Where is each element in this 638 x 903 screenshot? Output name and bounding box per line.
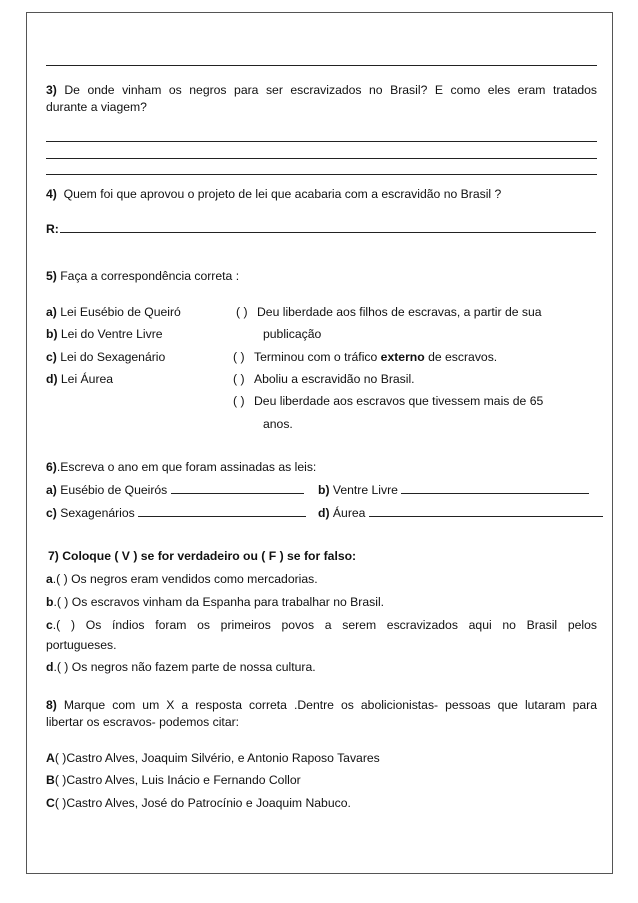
law-item-d [46, 371, 113, 387]
tf-blank[interactable]: .( ) [53, 660, 69, 674]
question-3 [46, 82, 597, 98]
answer-label: R: [46, 222, 59, 236]
emphasis-text: externo [380, 350, 425, 364]
law-name: Lei do Ventre Livre [60, 327, 163, 341]
item-letter: d) [318, 506, 330, 520]
option-b [46, 772, 301, 788]
question-5 [46, 268, 239, 284]
match-blank-2[interactable]: ( ) [233, 350, 245, 364]
question-text: Faça a correspondência correta : [60, 269, 240, 283]
statement-text-continued: portugueses. [46, 638, 117, 652]
law-item-c [46, 349, 165, 365]
match-statement [254, 349, 497, 365]
question-text: .Escreva o ano em que foram assinadas as leis: [56, 460, 317, 474]
item-letter: b [46, 595, 54, 609]
statement-text: Os negros eram vendidos como mercadorias. [71, 572, 318, 586]
question-text: Quem foi que aprovou o projeto de lei que acabaria com a escravidão no Brasil ? [63, 187, 502, 201]
tf-blank[interactable]: .( ) [53, 595, 69, 609]
true-false-item-a [46, 571, 318, 587]
question-6 [46, 459, 316, 475]
question-number: 8) [46, 698, 57, 712]
option-text: Castro Alves, Luis Inácio e Fernando Collor [66, 773, 301, 787]
law-item-a [46, 304, 181, 320]
true-false-item-d [46, 659, 316, 675]
year-item-c [46, 505, 306, 521]
item-letter: a) [46, 483, 57, 497]
question-7-title: 7) Coloque ( V ) se for verdadeiro ou ( F ) se for falso: [48, 549, 357, 563]
question-text: De onde vinham os negros para ser escravizados no Brasil? E como eles eram tratados [64, 83, 597, 97]
question-4 [46, 186, 501, 202]
law-name: Sexagenários [60, 506, 135, 520]
statement-text: Os escravos vinham da Espanha para trabalhar no Brasil. [71, 595, 385, 609]
question-number: 5) [46, 269, 57, 283]
match-statement-continued: anos. [263, 417, 293, 431]
answer-line[interactable] [46, 174, 597, 175]
question-text-continued: libertar os escravos- podemos citar: [46, 715, 240, 729]
item-letter: d [46, 660, 54, 674]
option-letter: C [46, 796, 55, 810]
option-text: Castro Alves, Joaquim Silvério, e Antonio Raposo Tavares [66, 751, 380, 765]
item-letter: a [46, 572, 53, 586]
answer-line[interactable] [46, 141, 597, 142]
year-blank[interactable] [171, 482, 304, 494]
year-blank[interactable] [401, 482, 589, 494]
question-number: 3) [46, 83, 57, 97]
year-item-d [318, 505, 603, 521]
answer-line[interactable] [46, 158, 597, 159]
match-statement: Aboliu a escravidão no Brasil. [254, 372, 415, 386]
question-number: 4) [46, 187, 57, 201]
law-name: Eusébio de Queirós [60, 483, 168, 497]
statement-text: Os negros não fazem parte de nossa cultura. [71, 660, 316, 674]
item-letter: c) [46, 350, 57, 364]
year-item-b [318, 482, 589, 498]
year-item-a [46, 482, 304, 498]
option-text: Castro Alves, José do Patrocínio e Joaquim Nabuco. [66, 796, 351, 810]
tf-blank[interactable]: .( ) [52, 618, 75, 632]
option-blank[interactable]: ( ) [54, 751, 67, 765]
law-name: Lei Eusébio de Queiró [60, 305, 181, 319]
answer-row [46, 221, 59, 237]
year-blank[interactable] [369, 505, 603, 517]
law-name: Lei do Sexagenário [60, 350, 166, 364]
question-8 [46, 697, 597, 713]
law-name: Ventre Livre [332, 483, 398, 497]
match-blank-3[interactable]: ( ) [233, 372, 245, 386]
item-letter: b) [318, 483, 330, 497]
match-statement: Deu liberdade aos filhos de escravas, a partir de sua [257, 305, 542, 319]
statement-text: Os índios foram os primeiros povos a serem escravizados aqui no Brasil pelos [85, 618, 597, 632]
option-a [46, 750, 380, 766]
option-blank[interactable]: ( ) [54, 773, 67, 787]
match-blank-4[interactable]: ( ) [233, 394, 245, 408]
item-letter: b) [46, 327, 58, 341]
law-name: Áurea [332, 506, 366, 520]
true-false-item-c [46, 617, 597, 633]
answer-line[interactable] [60, 232, 596, 233]
item-letter: d) [46, 372, 58, 386]
match-statement: Deu liberdade aos escravos que tivessem mais de 65 [254, 394, 544, 408]
match-blank-1[interactable]: ( ) [236, 305, 248, 319]
tf-blank[interactable]: .( ) [52, 572, 68, 586]
item-letter: c) [46, 506, 57, 520]
year-blank[interactable] [138, 505, 306, 517]
statement-text: Terminou com o tráfico [254, 350, 381, 364]
match-statement-continued: publicação [263, 327, 322, 341]
answer-line [46, 65, 597, 66]
question-number: 6) [46, 460, 57, 474]
option-letter: B [46, 773, 55, 787]
option-letter: A [46, 751, 55, 765]
true-false-item-b [46, 594, 384, 610]
option-blank[interactable]: ( ) [54, 796, 67, 810]
statement-text: de escravos. [424, 350, 498, 364]
item-letter: a) [46, 305, 57, 319]
law-item-b [46, 326, 163, 342]
item-letter: c [46, 618, 53, 632]
law-name: Lei Áurea [60, 372, 114, 386]
question-text: Marque com um X a resposta correta .Dentre os abolicionistas- pessoas que lutaram para [63, 698, 598, 712]
option-c [46, 795, 351, 811]
question-text-continued: durante a viagem? [46, 100, 147, 114]
